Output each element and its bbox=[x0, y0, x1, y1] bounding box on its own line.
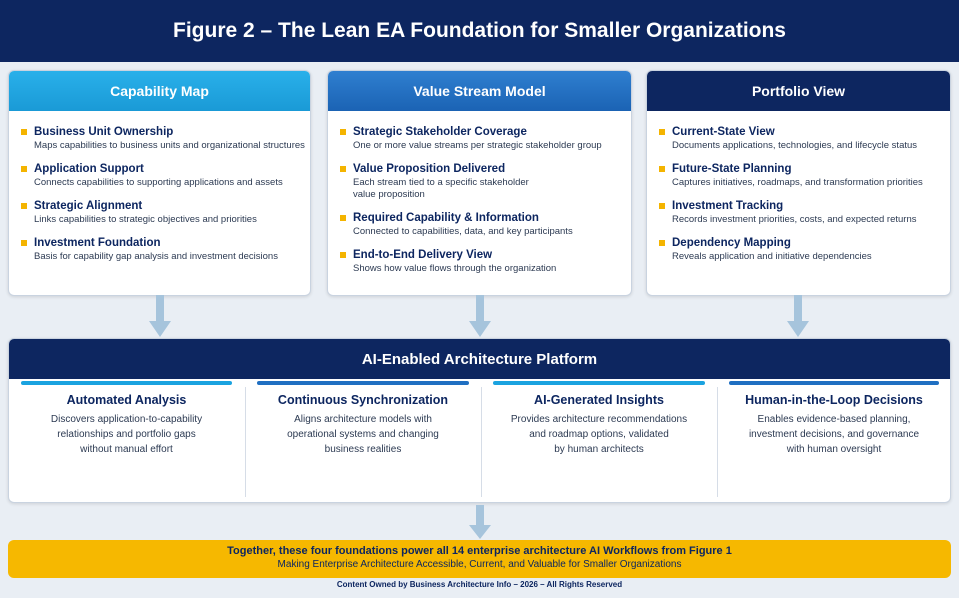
card-heading bbox=[328, 71, 631, 111]
item-title: Current-State View bbox=[672, 126, 775, 138]
item-title: Required Capability & Information bbox=[353, 212, 539, 224]
item-title: Strategic Alignment bbox=[34, 200, 143, 212]
item-desc: One or more value streams per strategic stakeholder group bbox=[353, 140, 602, 151]
figure-title bbox=[0, 0, 959, 62]
desc-line: investment decisions, and governance bbox=[748, 429, 920, 440]
desc-line: without manual effort bbox=[80, 444, 173, 455]
column-accent-line bbox=[21, 381, 232, 385]
column-desc bbox=[717, 412, 951, 457]
summary-banner bbox=[8, 540, 951, 578]
bullet-icon bbox=[659, 129, 665, 135]
column-desc bbox=[245, 412, 481, 457]
desc-line: and roadmap options, validated bbox=[529, 429, 669, 440]
item-desc: Links capabilities to strategic objectives and priorities bbox=[34, 214, 257, 225]
platform-column-continuous-sync bbox=[245, 381, 481, 496]
column-accent-line bbox=[729, 381, 939, 385]
item-desc: Basis for capability gap analysis and investment decisions bbox=[34, 251, 278, 262]
list-item bbox=[21, 125, 310, 152]
list-item bbox=[659, 125, 950, 152]
item-desc: Connected to capabilities, data, and key participants bbox=[353, 226, 573, 237]
card-heading bbox=[9, 71, 310, 111]
item-title: Investment Tracking bbox=[672, 200, 784, 212]
card-heading-text: Value Stream Model bbox=[413, 83, 546, 99]
platform-column-human-in-loop bbox=[717, 381, 951, 496]
copyright-footer: Content Owned by Business Architecture Info – 2026 – All Rights Reserved bbox=[336, 580, 623, 589]
item-title: Application Support bbox=[34, 163, 144, 175]
portfolio-view-card bbox=[646, 70, 951, 296]
item-desc: Captures initiatives, roadmaps, and transformation priorities bbox=[672, 177, 923, 188]
column-desc bbox=[9, 412, 244, 457]
column-accent-line bbox=[493, 381, 705, 385]
item-desc: Reveals application and initiative dependencies bbox=[672, 251, 872, 262]
list-item bbox=[340, 125, 631, 152]
list-item bbox=[659, 199, 950, 226]
item-desc: Shows how value flows through the organization bbox=[353, 263, 557, 274]
arrow-down-icon bbox=[787, 295, 809, 337]
value-stream-card bbox=[327, 70, 632, 296]
desc-line: operational systems and changing bbox=[287, 429, 439, 440]
platform-column-ai-insights bbox=[481, 381, 717, 496]
arrow-down-icon bbox=[149, 295, 171, 337]
item-title: Value Proposition Delivered bbox=[353, 163, 506, 175]
card-heading-text: Capability Map bbox=[110, 83, 209, 99]
column-title: Continuous Synchronization bbox=[277, 393, 449, 407]
bullet-icon bbox=[340, 252, 346, 258]
card-heading bbox=[647, 71, 950, 111]
item-title: Future-State Planning bbox=[672, 163, 792, 175]
figure-title-text: Figure 2 – The Lean EA Foundation for Smaller Organizations bbox=[173, 19, 786, 42]
bullet-icon bbox=[21, 166, 27, 172]
desc-line: Enables evidence-based planning, bbox=[757, 414, 911, 425]
card-heading-text: Portfolio View bbox=[751, 83, 846, 99]
platform-heading bbox=[9, 339, 950, 379]
desc-line: business realities bbox=[324, 444, 402, 455]
desc-line: Discovers application-to-capability bbox=[50, 414, 203, 425]
capability-map-card bbox=[8, 70, 311, 296]
list-item bbox=[21, 162, 310, 189]
desc-line: with human oversight bbox=[786, 444, 882, 455]
arrow-down-icon bbox=[469, 295, 491, 337]
desc-line: relationships and portfolio gaps bbox=[57, 429, 196, 440]
column-accent-line bbox=[257, 381, 469, 385]
list-item bbox=[659, 236, 950, 263]
item-title: End-to-End Delivery View bbox=[353, 249, 493, 261]
item-desc: Connects capabilities to supporting applications and assets bbox=[34, 177, 283, 188]
list-item bbox=[340, 211, 631, 238]
bullet-icon bbox=[21, 129, 27, 135]
platform-column-automated-analysis bbox=[9, 381, 244, 496]
banner-sub-text: Making Enterprise Architecture Accessible, Current, and Valuable for Smaller Organizations bbox=[277, 559, 682, 570]
list-item bbox=[659, 162, 950, 189]
item-desc: Each stream tied to a specific stakeholder value proposition bbox=[353, 177, 529, 200]
item-desc: Documents applications, technologies, and lifecycle status bbox=[672, 140, 918, 151]
item-title: Dependency Mapping bbox=[672, 237, 791, 249]
desc-line: Provides architecture recommendations bbox=[510, 414, 688, 425]
item-title: Investment Foundation bbox=[34, 237, 161, 249]
banner-main-text: Together, these four foundations power all 14 enterprise architecture AI Workflows from Figure 1 bbox=[227, 545, 732, 557]
list-item bbox=[21, 236, 310, 263]
item-desc: Records investment priorities, costs, and expected returns bbox=[672, 214, 917, 225]
desc-line: Aligns architecture models with bbox=[294, 414, 432, 425]
item-desc: Maps capabilities to business units and organizational structures bbox=[34, 140, 305, 151]
desc-line: by human architects bbox=[554, 444, 644, 455]
item-title: Strategic Stakeholder Coverage bbox=[353, 126, 527, 138]
bullet-icon bbox=[659, 240, 665, 246]
list-item bbox=[340, 162, 631, 201]
arrow-down-icon bbox=[469, 505, 491, 539]
bullet-icon bbox=[659, 166, 665, 172]
bullet-icon bbox=[340, 215, 346, 221]
platform-heading-text: AI-Enabled Architecture Platform bbox=[361, 350, 598, 368]
bullet-icon bbox=[21, 240, 27, 246]
column-title: AI-Generated Insights bbox=[534, 393, 664, 407]
bullet-icon bbox=[659, 203, 665, 209]
column-title: Human-in-the-Loop Decisions bbox=[745, 393, 923, 407]
bullet-icon bbox=[21, 203, 27, 209]
column-desc bbox=[481, 412, 717, 457]
column-title: Automated Analysis bbox=[66, 393, 187, 407]
list-item bbox=[340, 248, 631, 275]
bullet-icon bbox=[340, 166, 346, 172]
ai-platform-panel bbox=[8, 338, 951, 503]
item-title: Business Unit Ownership bbox=[34, 126, 174, 138]
bullet-icon bbox=[340, 129, 346, 135]
list-item bbox=[21, 199, 310, 226]
